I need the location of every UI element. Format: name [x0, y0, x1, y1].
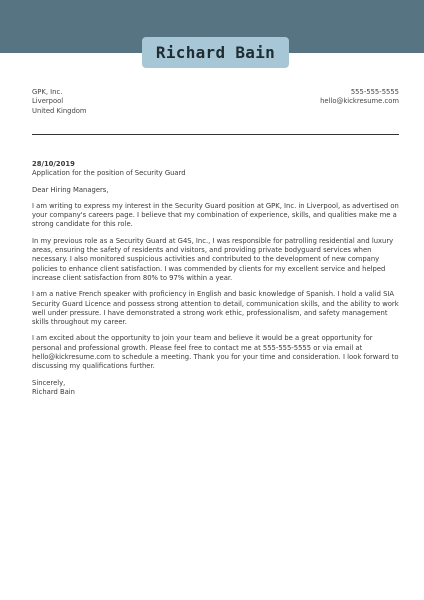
recipient-country: United Kingdom — [32, 106, 87, 115]
letter-paragraph: I am excited about the opportunity to join your team and believe it would be a great opportunity for personal and professional growth. Please feel free to contact me at 555-555-5555 or via email at hello@kickresume.com to schedule a meeting. Thank you for your time and consideration. I look forward to discussing my qualifications further. — [32, 334, 399, 371]
sender-phone: 555-555-5555 — [350, 88, 399, 96]
letter-subject: Application for the position of Security Guard — [32, 169, 186, 178]
recipient-city: Liverpool — [32, 97, 64, 106]
letter-body — [32, 160, 402, 397]
sender-email: hello@kickresume.com — [320, 97, 399, 106]
name-banner — [142, 37, 289, 68]
sender-contact — [320, 88, 399, 107]
letter-date: 28/10/2019 — [32, 160, 75, 168]
letter-signature: Richard Bain — [32, 387, 75, 396]
applicant-name: Richard Bain — [155, 43, 276, 62]
divider-line — [32, 134, 399, 135]
recipient-company: GPK, Inc. — [32, 88, 63, 96]
letter-greeting: Dear Hiring Managers, — [32, 185, 109, 194]
recipient-address — [32, 88, 87, 116]
letter-paragraph: I am writing to express my interest in the Security Guard position at GPK, Inc. in Liverpool, as advertised on your company's careers page. I believe that my combination of experience, skills, and qualities make me a strong candidate for this role. — [32, 201, 399, 229]
letter-paragraph: In my previous role as a Security Guard at G4S, Inc., I was responsible for patrolling residential and luxury areas, ensuring the safety of residents and visitors, and providing private bodyguard services when necessary. I also monitored suspicious activities and contributed to the development of new company policies to enhance client satisfaction. I was commended by clients for my excellent service and helped increase client satisfaction from 80% to 97% within a year. — [32, 236, 394, 282]
letter-paragraph: I am a native French speaker with proficiency in English and basic knowledge of Spanish. I hold a valid SIA Security Guard Licence and possess strong attention to detail, communication skills, and the ability to work well under pressure. I have demonstrated a strong work ethic, professionalism, and safety management skills throughout my career. — [32, 290, 399, 327]
letter-closing: Sincerely, — [32, 378, 66, 387]
